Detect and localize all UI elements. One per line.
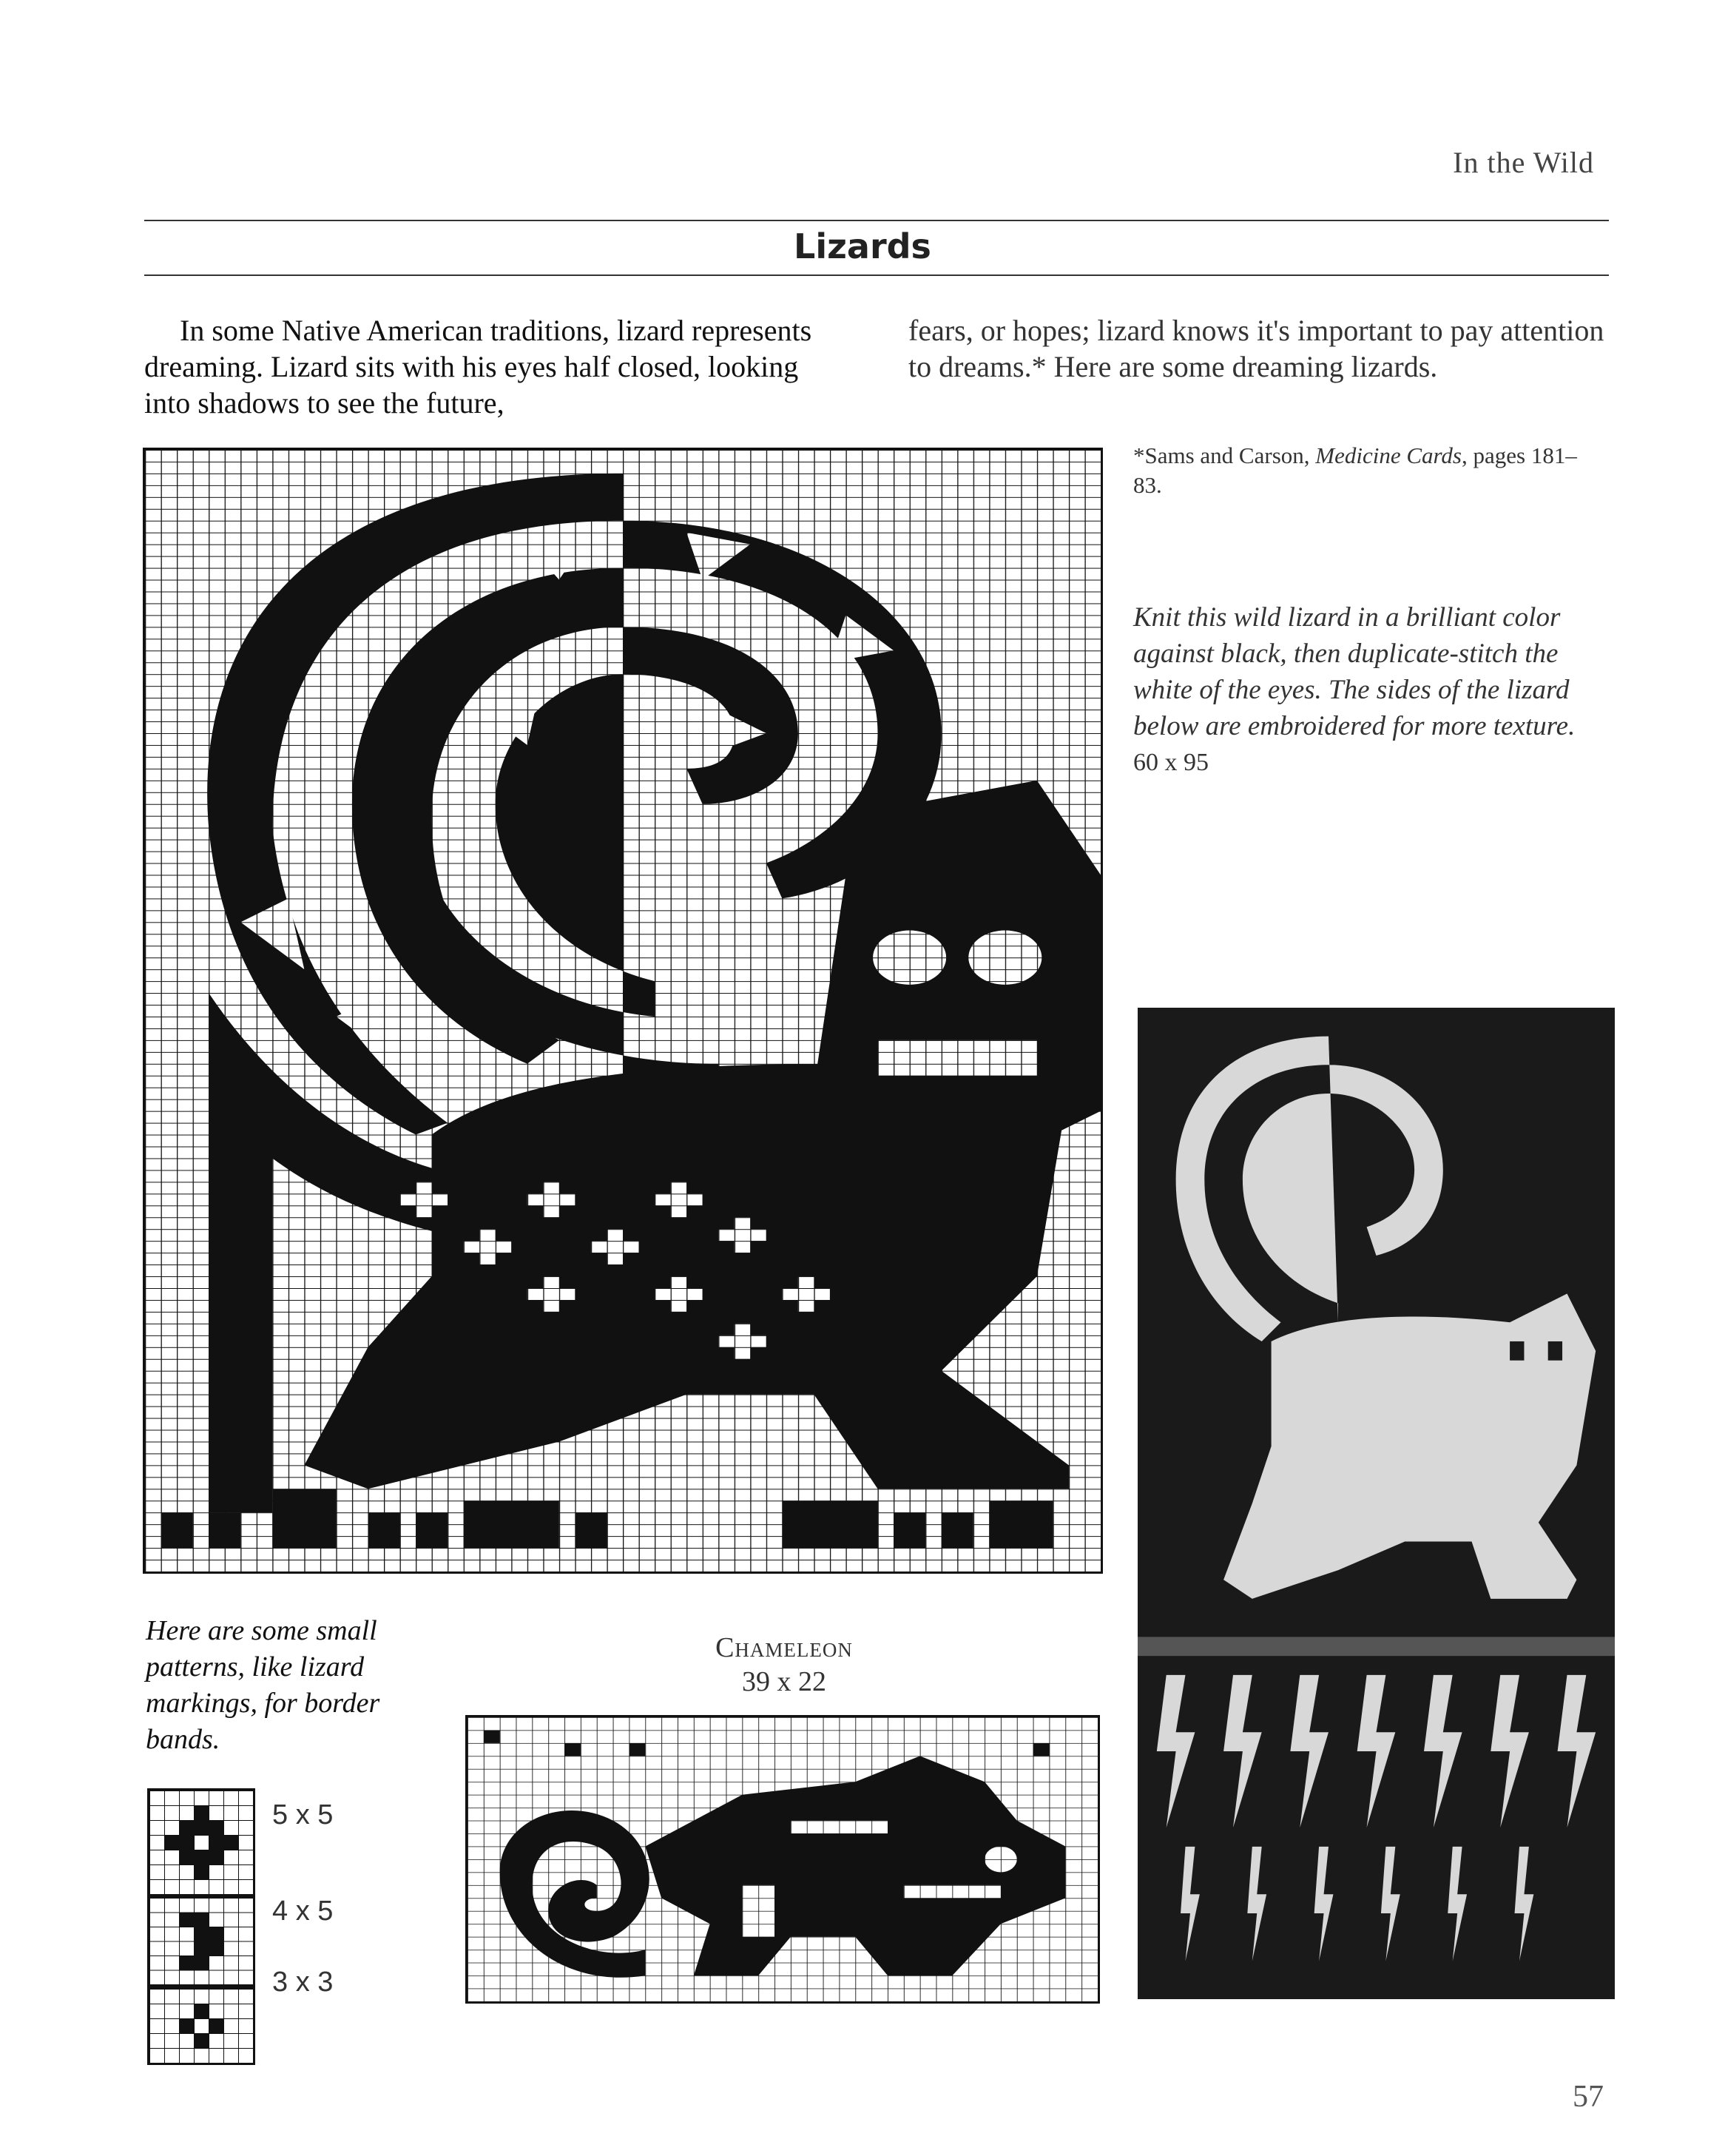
lizard-caption-text: Knit this wild lizard in a brilliant color against black, then duplicate-stitch the white of the eyes. The sides of the lizard below are embroidered for more texture. [1133, 602, 1576, 741]
small-pattern-3x3-svg [149, 1989, 253, 2063]
lizard-chart-svg [145, 450, 1101, 1571]
small-pattern-3x3-label: 3 x 3 [272, 1967, 334, 1998]
knitted-lizard-photo [1138, 1008, 1615, 1999]
title-rule-top [144, 220, 1609, 221]
lizard-chart-dimensions: 60 x 95 [1133, 749, 1209, 776]
footnote-book-title: Medicine Cards [1315, 442, 1462, 468]
title-rule-bottom [144, 274, 1609, 276]
footnote [1133, 441, 1592, 500]
running-head: In the Wild [1453, 146, 1594, 179]
footnote-prefix: *Sams and Carson, [1133, 442, 1316, 468]
section-title: Lizards [794, 226, 931, 266]
chameleon-knitting-chart [465, 1715, 1100, 2004]
chameleon-heading [644, 1631, 925, 1699]
small-pattern-4x5-label: 4 x 5 [272, 1896, 334, 1927]
intro-paragraph-right: fears, or hopes; lizard knows it's important to pay attention to dreams.* Here are some dreaming lizards. [908, 314, 1604, 383]
small-pattern-3x3 [147, 1987, 255, 2065]
page-number: 57 [1573, 2080, 1604, 2114]
small-pattern-4x5-svg [149, 1898, 253, 1984]
small-patterns-note: Here are some small patterns, like lizard markings, for border bands. [146, 1615, 380, 1755]
chameleon-dimensions: 39 x 22 [742, 1666, 826, 1697]
small-pattern-5x5-label: 5 x 5 [272, 1799, 334, 1830]
knitted-lizard-photo-svg [1138, 1008, 1615, 1999]
chameleon-name: Chameleon [715, 1632, 853, 1663]
small-pattern-5x5 [147, 1788, 255, 1896]
small-pattern-5x5-svg [149, 1791, 253, 1894]
footnote-suffix: , pages 181–83. [1133, 442, 1577, 498]
small-pattern-4x5 [147, 1896, 255, 1987]
lizard-caption [1133, 599, 1607, 781]
lizard-knitting-chart [143, 448, 1103, 1574]
intro-paragraph-left: In some Native American traditions, lizard represents dreaming. Lizard sits with his eyes half closed, looking into shadows to see the future, [144, 314, 812, 420]
chameleon-chart-svg [467, 1717, 1098, 2001]
